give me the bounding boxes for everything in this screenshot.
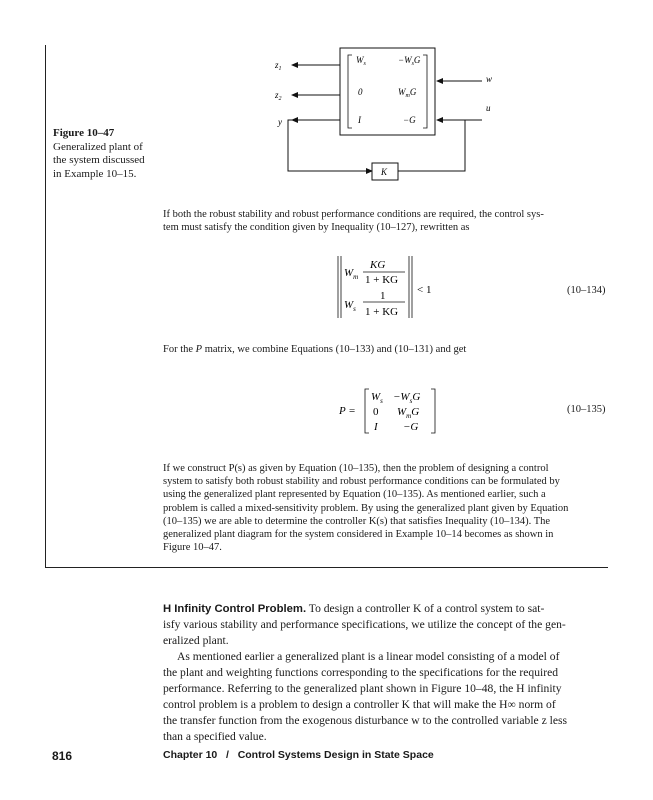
margin-rule (45, 45, 46, 568)
svg-text:1 + KG: 1 + KG (365, 274, 399, 286)
svg-text:Ws: $W_s$ (344, 299, 356, 313)
section-heading: H Infinity Control Problem. (163, 603, 307, 615)
text-line: If we construct P(s) as given by Equation (10–135), then the problem of designing a control (163, 463, 549, 474)
svg-text:I: I (374, 421, 378, 433)
text-line: isfy various stability and performance specifications, we utilize the concept of the gen- (163, 618, 566, 631)
signal-u: u (486, 103, 491, 113)
signal-y: y (278, 117, 282, 127)
controller-label: K (381, 167, 388, 177)
svg-text:KG: KG (370, 259, 386, 271)
svg-text:1: 1 (380, 290, 386, 302)
paragraph-p-matrix: For the P matrix, we combine Equations (10–133) and (10–131) and get (163, 344, 467, 355)
plant-entry-identity: I (358, 115, 361, 125)
svg-text:−G: −G (403, 421, 419, 433)
text-line: system to satisfy both robust stability and robust performance conditions can be formulated by (163, 476, 560, 488)
equation-number-135: (10–135) (567, 404, 606, 415)
figure-caption (53, 127, 163, 181)
chapter-running-head: Chapter 10 / Control Systems Design in State Space (163, 749, 434, 761)
svg-text:P =: P = (339, 405, 356, 417)
text-line: using the generalized plant represented by Equation (10–135). As mentioned earlier, such a (163, 489, 546, 501)
section-first-line: H Infinity Control Problem. To design a controller K of a control system to sat- (163, 602, 545, 615)
svg-text:Wm: $W_m$ (344, 267, 359, 281)
text-line: performance. Referring to the generalized plant shown in Figure 10–48, the H infinity (163, 682, 562, 695)
text-line: If both the robust stability and robust performance conditions are required, the control sys- (163, 209, 544, 220)
svg-text:0: 0 (373, 406, 379, 418)
equation-10-135 (335, 386, 445, 436)
svg-text:WmG: $W_mG$ (397, 406, 420, 420)
svg-text:< 1: < 1 (417, 284, 432, 296)
text-line: control problem is a problem to design a controller K that will make the H∞ norm of (163, 698, 556, 711)
text-line: the plant and weighting functions corresponding to the specifications for the required (163, 666, 559, 679)
figure-caption-line: Generalized plant of (53, 140, 143, 153)
signal-w: w (486, 74, 493, 84)
text-line: Figure 10–47. (163, 542, 222, 554)
text-line: As mentioned earlier a generalized plant is a linear model consisting of a model of (177, 650, 560, 663)
section-h-infinity (163, 601, 611, 745)
page-number: 816 (52, 749, 73, 763)
equation-10-134 (330, 252, 460, 322)
text-line: (10–135) we are able to determine the controller K(s) that satisfies Inequality (10–134). The (163, 515, 551, 527)
svg-text:−WsG: $-W_sG$ (393, 391, 421, 405)
plant-entry-neg-wsg: $-W_sG$ (398, 55, 421, 67)
svg-text:Ws: $W_s$ (371, 391, 383, 405)
plant-entry-neg-g: −G (403, 115, 416, 125)
generalized-plant-diagram (260, 45, 510, 185)
paragraph-mixed-sensitivity (163, 462, 611, 554)
plant-entry-zero: 0 (358, 87, 363, 97)
plant-entry-ws: $W_s$ (356, 55, 366, 67)
text-line: than a specified value. (163, 730, 267, 743)
paragraph-robust (163, 208, 611, 234)
section-rule (45, 567, 608, 568)
plant-entry-wmg: $W_mG$ (398, 87, 417, 99)
text-line: tem must satisfy the condition given by Inequality (10–127), rewritten as (163, 222, 470, 234)
text-line: eralized plant. (163, 634, 229, 647)
figure-caption-title: Figure 10–47 (53, 127, 115, 139)
svg-text:1 + KG: 1 + KG (365, 306, 399, 318)
text-line: problem is called a mixed-sensitivity problem. By using the generalized plant given by Equation (163, 502, 569, 514)
text-line: the transfer function from the exogenous disturbance w to the controlled variable z less (163, 714, 568, 727)
figure-caption-line: the system discussed (53, 154, 145, 166)
signal-z1: $z_1$ (275, 60, 282, 72)
text-line: generalized plant diagram for the system considered in Example 10–14 becomes as shown in (163, 529, 554, 541)
figure-caption-line: in Example 10–15. (53, 167, 137, 180)
equation-number-134: (10–134) (567, 285, 606, 296)
signal-z2: $z_2$ (275, 90, 282, 102)
